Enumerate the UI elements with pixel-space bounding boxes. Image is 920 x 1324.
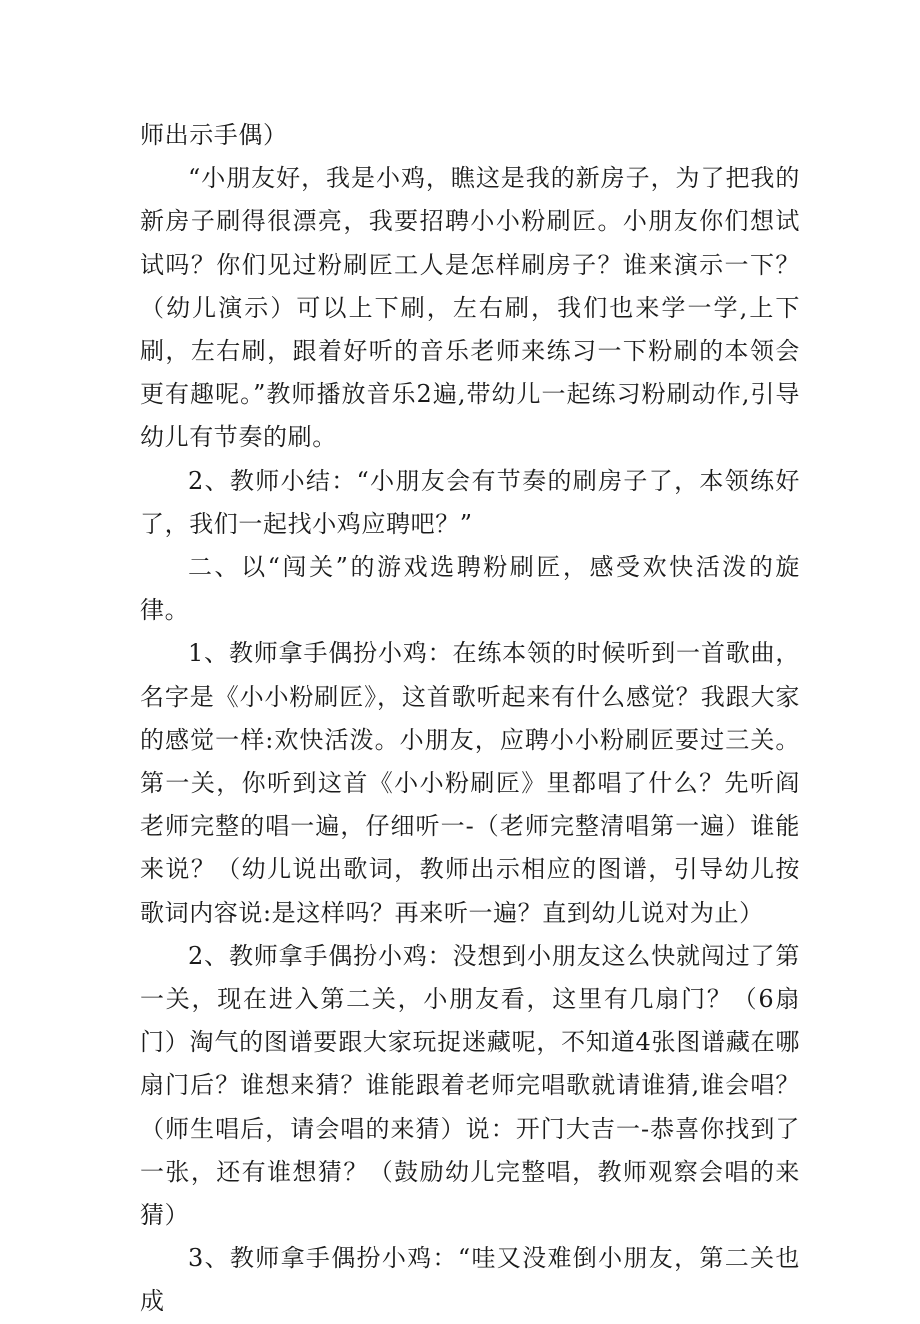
document-body <box>140 114 800 1324</box>
paragraph-continuation: 师出示手偶） <box>140 121 288 149</box>
paragraph-first-level: 1、教师拿手偶扮小鸡：在练本领的时候听到一首歌曲，名字是《小小粉刷匠》，这首歌听起来有什么感觉？我跟大家的感觉一样:欢快活泼。小朋友，应聘小小粉刷匠要过三关。第一关，你听到这首《小小粉刷匠》里都唱了什么？先听阎老师完整的唱一遍，仔细听一-（老师完整清唱第一遍）谁能来说？（幼儿说出歌词，教师出示相应的图谱，引导幼儿按歌词内容说:是这样吗？再来听一遍？直到幼儿说对为止） <box>140 639 800 927</box>
paragraph-second-level: 2、教师拿手偶扮小鸡：没想到小朋友这么快就闯过了第一关，现在进入第二关，小朋友看，这里有几扇门？（6扇门）淘气的图谱要跟大家玩捉迷藏呢，不知道4张图谱藏在哪扇门后？谁想来猜？谁能跟着老师完唱歌就请谁猜,谁会唱？（师生唱后，请会唱的来猜）说：开门大吉一-恭喜你找到了一张，还有谁想猜？（鼓励幼儿完整唱，教师观察会唱的来猜） <box>140 941 800 1230</box>
paragraph-chick-speech: “小朋友好，我是小鸡，瞧这是我的新房子，为了把我的新房子刷得很漂亮，我要招聘小小粉刷匠。小朋友你们想试试吗？你们见过粉刷匠工人是怎样刷房子？谁来演示一下？（幼儿演示）可以上下刷，左右刷，我们也来学一学,上下刷，左右刷，跟着好听的音乐老师来练习一下粉刷的本领会更有趣呢。”教师播放音乐2遍,带幼儿一起练习粉刷动作,引导幼儿有节奏的刷。 <box>140 164 800 452</box>
paragraph-teacher-summary: 2、教师小结：“小朋友会有节奏的刷房子了，本领练好了，我们一起找小鸡应聘吧？” <box>140 466 800 538</box>
paragraph-third-level: 3、教师拿手偶扮小鸡：“哇又没难倒小朋友，第二关也成 <box>140 1244 800 1316</box>
section-heading-two: 二、以“闯关”的游戏选聘粉刷匠，感受欢快活泼的旋律。 <box>140 553 800 625</box>
